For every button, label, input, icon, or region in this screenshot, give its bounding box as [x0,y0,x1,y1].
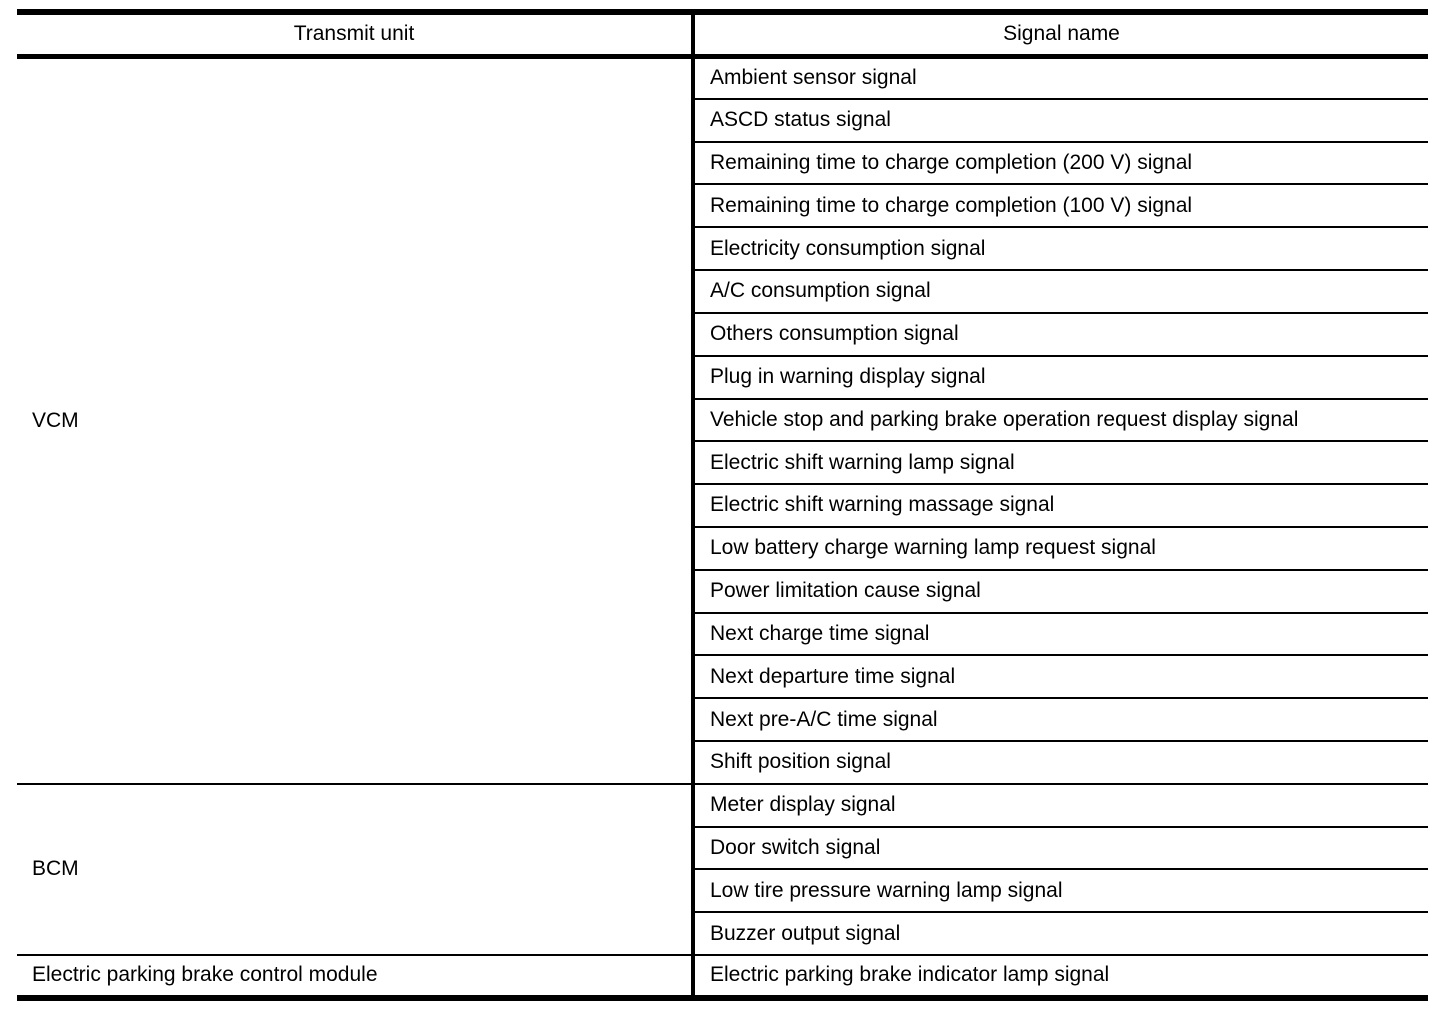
signal-cell: Power limitation cause signal [693,570,1428,613]
transmit-signal-table [17,9,1428,1001]
signal-cell: Next charge time signal [693,613,1428,656]
table-row [17,955,1428,998]
signal-cell: Buzzer output signal [693,912,1428,955]
signal-cell: Plug in warning display signal [693,356,1428,399]
transmit-unit-cell-bcm: BCM [17,784,693,955]
signal-cell: Next departure time signal [693,655,1428,698]
signal-cell: Electric shift warning lamp signal [693,441,1428,484]
signal-cell: Remaining time to charge completion (200 V) signal [693,142,1428,185]
table-row [17,56,1428,99]
column-header-signal-name: Signal name [693,12,1428,56]
signal-cell: Next pre-A/C time signal [693,698,1428,741]
signal-cell: Remaining time to charge completion (100 V) signal [693,184,1428,227]
column-header-transmit-unit: Transmit unit [17,12,693,56]
signal-cell: Electricity consumption signal [693,227,1428,270]
signal-cell: Vehicle stop and parking brake operation request display signal [693,399,1428,442]
table-row [17,784,1428,827]
signal-cell: Low tire pressure warning lamp signal [693,869,1428,912]
signal-cell: Electric shift warning massage signal [693,484,1428,527]
signal-cell: Ambient sensor signal [693,56,1428,99]
signal-cell: A/C consumption signal [693,270,1428,313]
signal-cell: Shift position signal [693,741,1428,784]
signal-cell: Door switch signal [693,827,1428,870]
transmit-unit-cell-epb: Electric parking brake control module [17,955,693,998]
signal-cell: Meter display signal [693,784,1428,827]
transmit-unit-cell-vcm: VCM [17,56,693,784]
signal-cell: Low battery charge warning lamp request signal [693,527,1428,570]
signal-cell: ASCD status signal [693,99,1428,142]
signal-cell: Electric parking brake indicator lamp signal [693,955,1428,998]
header-row [17,12,1428,56]
signal-cell: Others consumption signal [693,313,1428,356]
